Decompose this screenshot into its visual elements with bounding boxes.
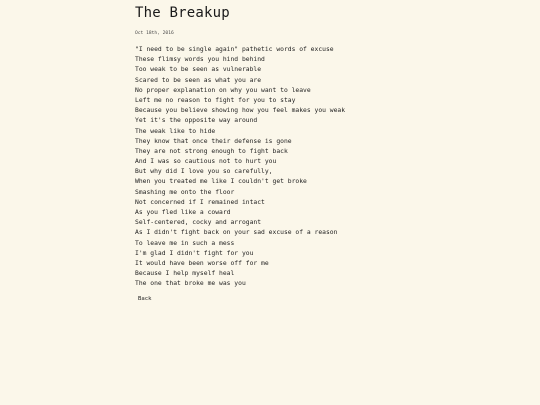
poem-line: Scared to be seen as what you are bbox=[135, 76, 262, 84]
poem-line: When you treated me like I couldn't get broke bbox=[135, 178, 307, 186]
back-link[interactable]: Back bbox=[138, 296, 152, 302]
poem-line: As you fled like a coward bbox=[135, 209, 231, 216]
poem-body bbox=[135, 45, 345, 290]
post-date: Oct 18th, 2016 bbox=[135, 31, 174, 36]
poem-line: Not concerned if I remained intact bbox=[135, 198, 265, 206]
poem-line: They are not strong enough to fight back bbox=[135, 147, 288, 155]
page-title: The Breakup bbox=[135, 5, 230, 21]
poem-line: The weak like to hide bbox=[135, 127, 216, 135]
poem-line: Too weak to be seen as vulnerable bbox=[135, 66, 262, 74]
poem-line: Self-centered, cocky and arrogant bbox=[135, 219, 262, 227]
poem-line: Yet it's the opposite way around bbox=[135, 117, 258, 125]
poem-line: I'm glad I didn't fight for you bbox=[135, 249, 254, 257]
poem-line: They know that once their defense is gone bbox=[135, 137, 292, 145]
poem-line: As I didn't fight back on your sad excuse of a reason bbox=[135, 229, 338, 237]
poem-line: It would have been worse off for me bbox=[135, 259, 269, 267]
poem-line: "I need to be single again" pathetic words of excuse bbox=[135, 46, 334, 53]
poem-line: The one that broke me was you bbox=[135, 280, 246, 288]
poem-line: To leave me in such a mess bbox=[135, 239, 235, 247]
poem-line: Left me no reason to fight for you to stay bbox=[135, 96, 296, 104]
poem-line: Because I help myself heal bbox=[135, 270, 235, 278]
poem-line: These flimsy words you hind behind bbox=[135, 56, 265, 64]
poem-line: Smashing me onto the floor bbox=[135, 188, 235, 196]
poem-line: And I was so cautious not to hurt you bbox=[135, 158, 277, 166]
poem-line: No proper explanation on why you want to leave bbox=[135, 86, 311, 94]
poem-line: But why did I love you so carefully, bbox=[135, 168, 273, 176]
poem-line: Because you believe showing how you feel makes you weak bbox=[135, 107, 346, 115]
